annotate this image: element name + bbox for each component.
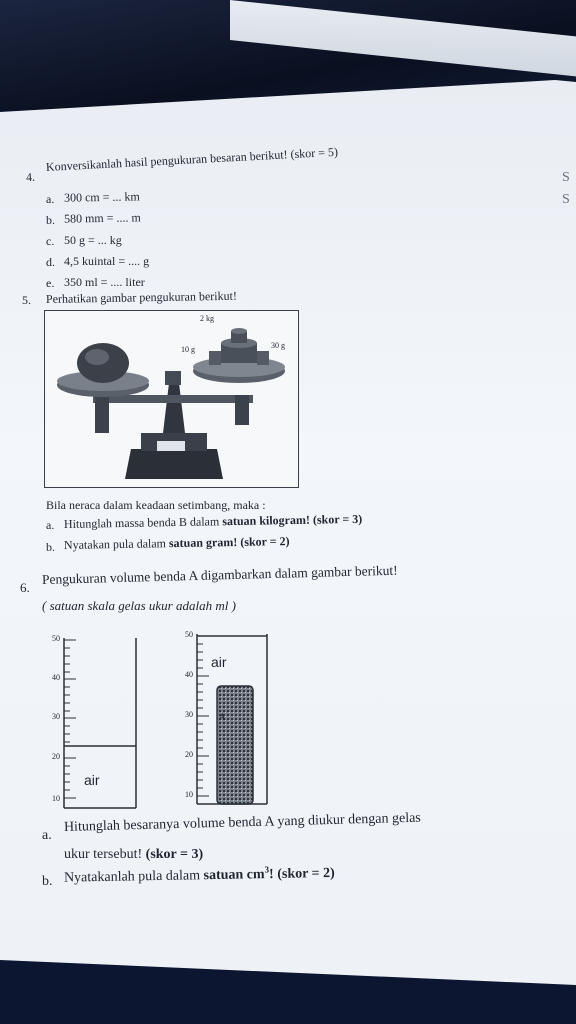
item-letter: d. xyxy=(46,255,55,269)
tick-label: 40 xyxy=(52,673,60,682)
item-text: Nyatakan pula dalam satuan gram! (skor = 2) xyxy=(63,534,290,552)
balance-figure xyxy=(44,310,299,488)
tick-label: 30 xyxy=(52,712,60,721)
question-number: 5. xyxy=(22,293,31,307)
tick-label: 20 xyxy=(185,750,193,759)
tick-label: 10 xyxy=(52,794,60,803)
weight-label-10g: 10 g xyxy=(181,345,195,354)
tick-label: 50 xyxy=(185,630,193,639)
item-letter: a. xyxy=(46,192,55,206)
item-text: Hitunglah massa benda B dalam satuan kilogram! (skor = 3) xyxy=(63,511,363,531)
question-number: 6. xyxy=(20,580,30,595)
item-text: 580 mm = .... m xyxy=(63,210,141,226)
measuring-cylinder-left xyxy=(50,632,150,812)
item-letter: b. xyxy=(46,540,55,554)
item-letter: b. xyxy=(46,213,55,227)
tick-label: 40 xyxy=(185,670,193,679)
tick-label: 50 xyxy=(52,634,60,643)
question-note: ( satuan skala gelas ukur adalah ml ) xyxy=(42,598,236,613)
item-text: 300 cm = ... km xyxy=(63,189,140,205)
measuring-cylinder-right xyxy=(183,630,273,810)
margin-mark: S xyxy=(562,170,570,185)
cylinder-right-icon xyxy=(183,630,273,810)
item-letter: b. xyxy=(42,874,53,889)
question-title: Perhatikan gambar pengukuran berikut! xyxy=(45,288,238,306)
cylinder-left-icon xyxy=(50,632,150,812)
item-text: 50 g = ... kg xyxy=(64,233,122,247)
item-letter: a. xyxy=(46,518,55,532)
tick-label: 10 xyxy=(185,790,193,799)
tick-label: 20 xyxy=(52,752,60,761)
tick-label: 30 xyxy=(185,710,193,719)
margin-mark: S xyxy=(562,192,570,207)
question-title: Pengukuran volume benda A digambarkan dalam gambar berikut! xyxy=(41,562,398,587)
item-letter: a. xyxy=(42,828,52,843)
balance-intro: Bila neraca dalam keadaan setimbang, maka : xyxy=(46,498,266,512)
question-number: 4. xyxy=(25,169,36,185)
water-label: air xyxy=(211,654,227,670)
item-text: Hitunglah besaranya volume benda A yang diukur dengan gelas xyxy=(63,810,421,835)
item-text-continued: ukur tersebut! (skor = 3) xyxy=(64,847,204,862)
item-text: 4,5 kuintal = .... g xyxy=(64,254,150,268)
weight-label-2kg: 2 kg xyxy=(200,314,214,323)
object-label: A xyxy=(219,712,226,722)
item-text: Nyatakanlah pula dalam satuan $cm^3$! (skor = 2) xyxy=(63,864,335,886)
item-letter: c. xyxy=(46,234,55,248)
balance-scale-icon xyxy=(45,311,298,487)
item-text: 350 ml = .... liter xyxy=(64,275,145,289)
item-letter: e. xyxy=(46,276,55,290)
water-label: air xyxy=(84,772,100,788)
weight-label-30g: 30 g xyxy=(271,341,285,350)
question-title: Konversikanlah hasil pengukuran besaran berikut! (skor = 5) xyxy=(45,144,339,174)
